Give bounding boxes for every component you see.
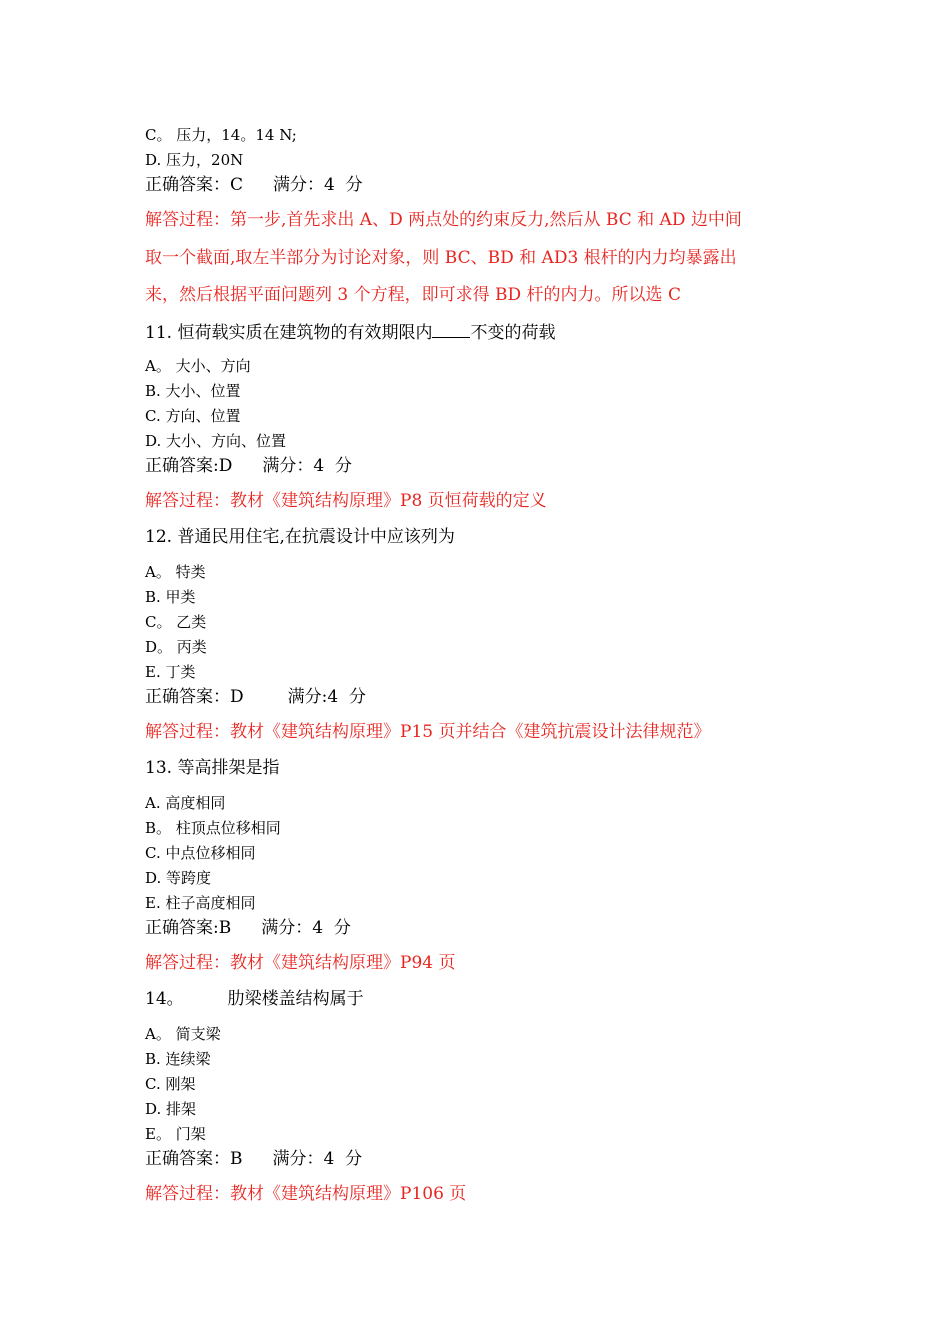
q13-explanation: 解答过程：教材《建筑结构原理》P94 页 <box>145 953 456 973</box>
q10-score: 满分：4 分 <box>273 175 363 195</box>
q12-explanation: 解答过程：教材《建筑结构原理》P15 页并结合《建筑抗震设计法律规范》 <box>145 722 711 742</box>
q13-option-b: B。 柱顶点位移相同 <box>145 819 281 837</box>
q14-score: 满分：4 分 <box>272 1149 363 1169</box>
q12-option-b: B. 甲类 <box>145 588 196 606</box>
q11-score: 满分：4 分 <box>262 456 352 476</box>
q14-answer-line <box>145 1151 362 1168</box>
q12-option-e: E. 丁类 <box>145 663 196 681</box>
q13-option-a: A. 高度相同 <box>145 794 226 812</box>
q11-stem-text: 恒荷载实质在建筑物的有效期限内 <box>177 323 433 343</box>
q13-number: 13. <box>145 758 173 778</box>
q11-number: 11. <box>145 323 173 343</box>
q13-stem-text: 等高排架是指 <box>177 758 280 778</box>
q14-option-b: B. 连续梁 <box>145 1050 211 1068</box>
q11-option-d: D. 大小、方向、位置 <box>145 432 287 450</box>
q12-option-a: A。 特类 <box>145 563 206 581</box>
q11-option-c: C. 方向、位置 <box>145 407 241 425</box>
q10-answer-line <box>145 177 363 194</box>
q14-option-c: C. 刚架 <box>145 1075 196 1093</box>
q12-stem-text: 普通民用住宅,在抗震设计中应该列为 <box>177 527 455 547</box>
q12-answer-line <box>145 689 366 706</box>
q14-number: 14。 <box>145 989 184 1009</box>
q13-stem <box>145 760 279 777</box>
q14-answer: 正确答案：B <box>145 1149 243 1169</box>
q14-option-d: D. 排架 <box>145 1100 197 1118</box>
q12-option-c: C。 乙类 <box>145 613 207 631</box>
q10-explanation-line-3: 来，然后根据平面问题列 3 个方程，即可求得 BD 杆的内力。所以选 C <box>145 285 681 305</box>
q10-explanation-line-1: 解答过程：第一步,首先求出 A、D 两点处的约束反力,然后从 BC 和 AD 边中间 <box>145 210 742 230</box>
q12-stem <box>145 529 455 546</box>
q11-stem-tail: 不变的荷载 <box>470 323 556 343</box>
q13-option-d: D. 等跨度 <box>145 869 212 887</box>
q13-answer: 正确答案:B <box>145 918 232 938</box>
q14-explanation: 解答过程：教材《建筑结构原理》P106 页 <box>145 1184 467 1204</box>
q12-answer: 正确答案：D <box>145 687 244 707</box>
q13-answer-line <box>145 920 351 937</box>
q13-option-e: E. 柱子高度相同 <box>145 894 256 912</box>
q14-stem <box>145 991 364 1008</box>
answer-blank <box>432 323 470 338</box>
q10-option-d: D. 压力，20N <box>145 151 244 169</box>
q10-answer: 正确答案：C <box>145 175 244 195</box>
q13-option-c: C. 中点位移相同 <box>145 844 256 862</box>
q13-score: 满分：4 分 <box>261 918 351 938</box>
q11-answer: 正确答案:D <box>145 456 233 476</box>
q12-option-d: D。 丙类 <box>145 638 207 656</box>
q11-explanation: 解答过程：教材《建筑结构原理》P8 页恒荷载的定义 <box>145 491 547 511</box>
q11-option-a: A。 大小、方向 <box>145 357 251 375</box>
q10-option-c: C。 压力，14。14 N; <box>145 126 297 144</box>
q11-answer-line <box>145 458 352 475</box>
q11-stem <box>145 323 555 342</box>
q14-stem-text: 肋梁楼盖结构属于 <box>227 989 364 1009</box>
q12-score: 满分:4 分 <box>287 687 366 707</box>
q12-number: 12. <box>145 527 173 547</box>
q10-explanation-line-2: 取一个截面,取左半部分为讨论对象，则 BC、BD 和 AD3 根杆的内力均暴露出 <box>145 248 737 268</box>
q11-option-b: B. 大小、位置 <box>145 382 241 400</box>
q14-option-a: A。 简支梁 <box>145 1025 221 1043</box>
q14-option-e: E。 门架 <box>145 1125 206 1143</box>
